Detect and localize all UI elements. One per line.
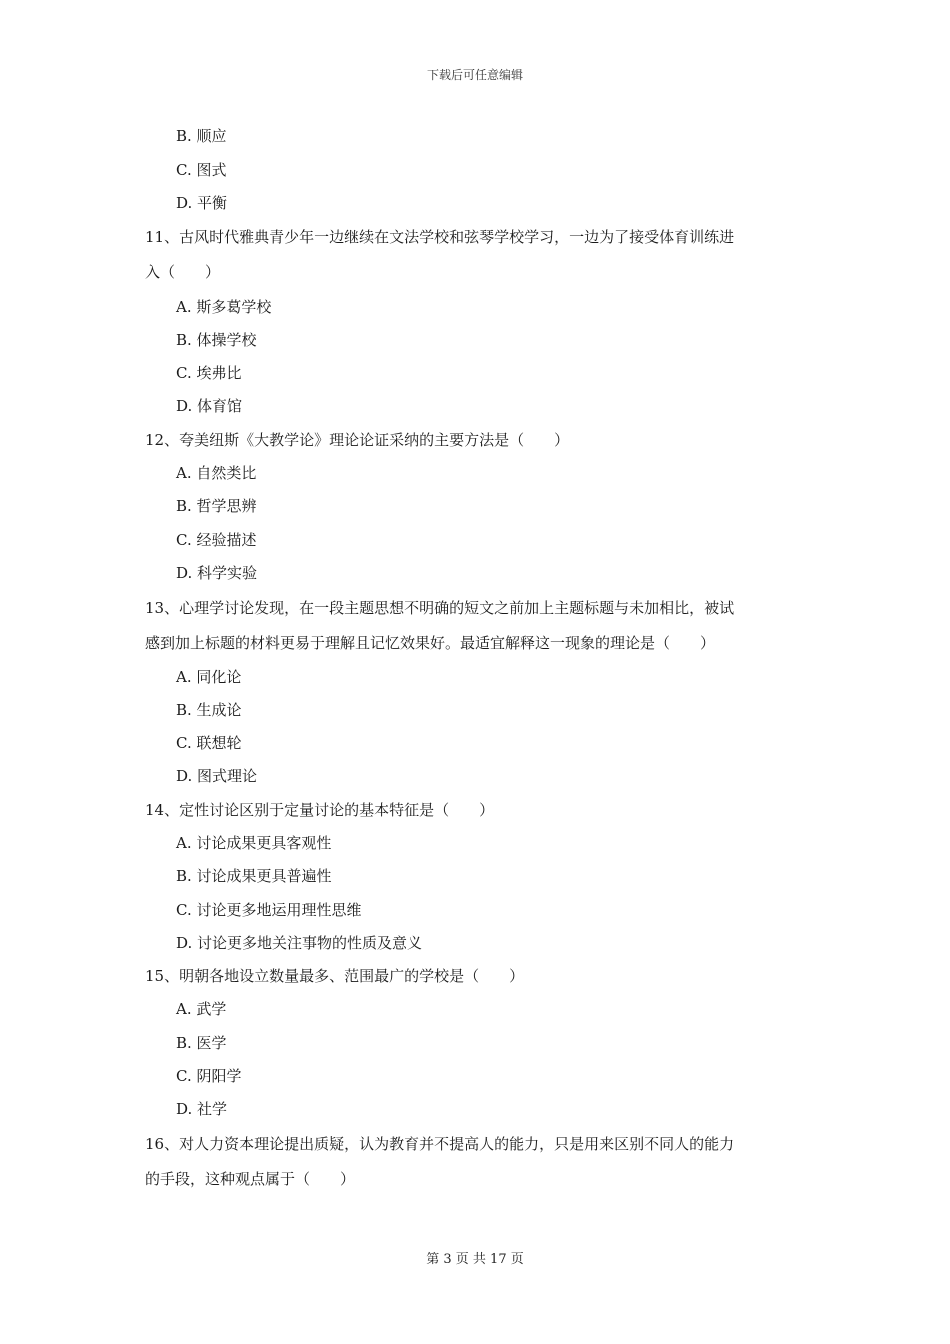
option-b: B. 顺应 — [176, 127, 227, 145]
option-d: D. 平衡 — [176, 194, 228, 212]
option-a: A. 武学 — [176, 1000, 227, 1018]
question-11: 11、古风时代雅典青少年一边继续在文法学校和弦琴学校学习，一边为了接受体育训练进 — [145, 228, 735, 246]
page-header: 下载后可任意编辑 — [426, 68, 523, 82]
question-16-cont: 的手段，这种观点属于（ ） — [145, 1170, 356, 1188]
question-14: 14、定性讨论区别于定量讨论的基本特征是（ ） — [145, 801, 495, 819]
option-a: A. 讨论成果更具客观性 — [176, 834, 332, 852]
option-c: C. 阴阳学 — [176, 1067, 242, 1085]
option-b: B. 生成论 — [176, 701, 242, 719]
option-d: D. 讨论更多地关注事物的性质及意义 — [176, 934, 423, 952]
question-13-cont: 感到加上标题的材料更易于理解且记忆效果好。最适宜解释这一现象的理论是（ ） — [145, 634, 716, 652]
option-b: B. 讨论成果更具普遍性 — [176, 867, 332, 885]
option-a: A. 同化论 — [176, 668, 242, 686]
option-d: D. 图式理论 — [176, 767, 258, 785]
option-d: D. 科学实验 — [176, 564, 258, 582]
question-13: 13、心理学讨论发现，在一段主题思想不明确的短文之前加上主题标题与未加相比，被试 — [145, 599, 735, 617]
option-b: B. 体操学校 — [176, 331, 257, 349]
option-c: C. 图式 — [176, 161, 227, 179]
option-c: C. 埃弗比 — [176, 364, 242, 382]
question-16: 16、对人力资本理论提出质疑，认为教育并不提高人的能力，只是用来区别不同人的能力 — [145, 1135, 735, 1153]
option-c: C. 讨论更多地运用理性思维 — [176, 901, 362, 919]
option-b: B. 哲学思辨 — [176, 497, 257, 515]
option-a: A. 斯多葛学校 — [176, 298, 272, 316]
question-11-cont: 入（ ） — [145, 263, 221, 281]
question-12: 12、夸美纽斯《大教学论》理论论证采纳的主要方法是（ ） — [145, 431, 570, 449]
option-b: B. 医学 — [176, 1034, 227, 1052]
question-15: 15、明朝各地设立数量最多、范围最广的学校是（ ） — [145, 967, 525, 985]
option-d: D. 体育馆 — [176, 397, 243, 415]
option-c: C. 联想轮 — [176, 734, 242, 752]
option-c: C. 经验描述 — [176, 531, 257, 549]
option-d: D. 社学 — [176, 1100, 228, 1118]
page-footer: 第 3 页 共 17 页 — [426, 1252, 524, 1267]
option-a: A. 自然类比 — [176, 464, 257, 482]
